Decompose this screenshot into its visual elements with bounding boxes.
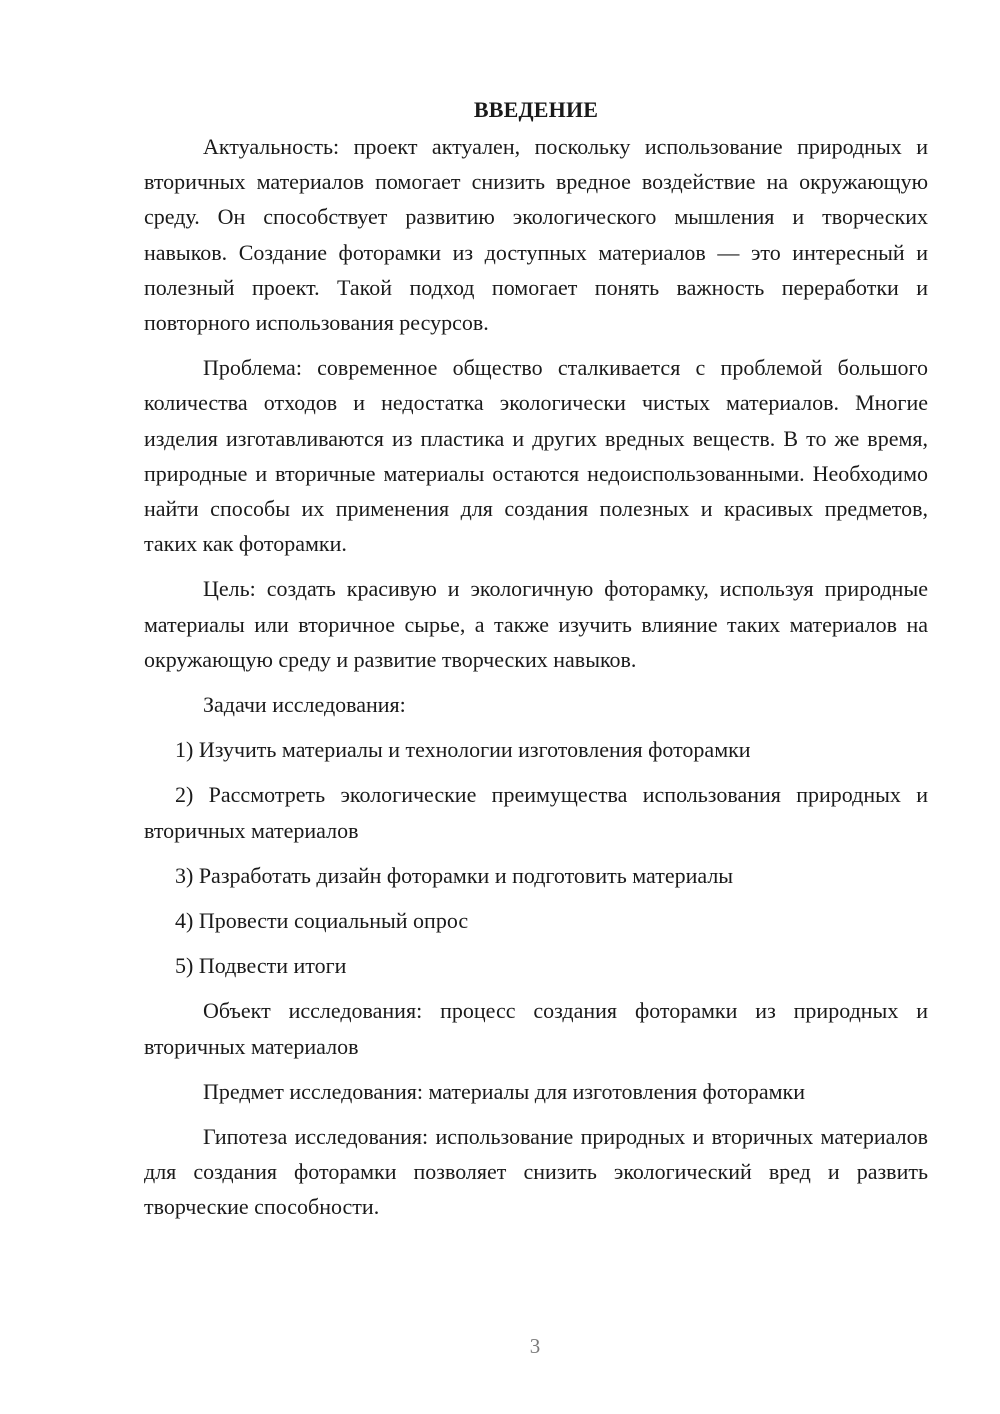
page-number: 3	[529, 1334, 541, 1358]
relevance-paragraph: Актуальность: проект актуален, поскольку использование природных и вторичных материалов помогает снизить вредное воздействие на окружающую среду. Он способствует развитию экологического мышления и творческих навыков. Создание фоторамки из доступных материалов — это интересный и полезный проект. Такой подход помогает понять важность переработки и повторного использования ресурсов.	[144, 134, 928, 336]
research-subject-paragraph: Предмет исследования: материалы для изготовления фоторамки	[203, 1078, 805, 1104]
task-item: 4) Провести социальный опрос	[175, 908, 469, 934]
research-hypothesis-paragraph: Гипотеза исследования: использование природных и вторичных материалов для создания фоторамки позволяет снизить экологический вред и развить творческие способности.	[144, 1124, 928, 1220]
page-title: ВВЕДЕНИЕ	[473, 97, 599, 122]
task-item: 5) Подвести итоги	[175, 953, 347, 979]
task-item: 3) Разработать дизайн фоторамки и подготовить материалы	[175, 862, 734, 888]
tasks-heading: Задачи исследования:	[203, 692, 406, 718]
problem-paragraph: Проблема: современное общество сталкивается с проблемой большого количества отходов и недостатка экологически чистых материалов. Многие изделия изготавливаются из пластика и других вредных веществ. В то же время, природные и вторичные материалы остаются недоиспользованными. Необходимо найти способы их применения для создания полезных и красивых предметов, таких как фоторамки.	[144, 355, 928, 557]
task-item: 2) Рассмотреть экологические преимущества использования природных и вторичных материалов	[144, 782, 928, 843]
tasks-list	[144, 732, 928, 983]
page-content	[144, 92, 928, 1235]
research-object-paragraph: Объект исследования: процесс создания фоторамки из природных и вторичных материалов	[144, 998, 928, 1059]
task-item: 1) Изучить материалы и технологии изготовления фоторамки	[175, 737, 751, 763]
goal-paragraph: Цель: создать красивую и экологичную фоторамку, используя природные материалы или вторичное сырье, а также изучить влияние таких материалов на окружающую среду и развитие творческих навыков.	[144, 576, 928, 672]
